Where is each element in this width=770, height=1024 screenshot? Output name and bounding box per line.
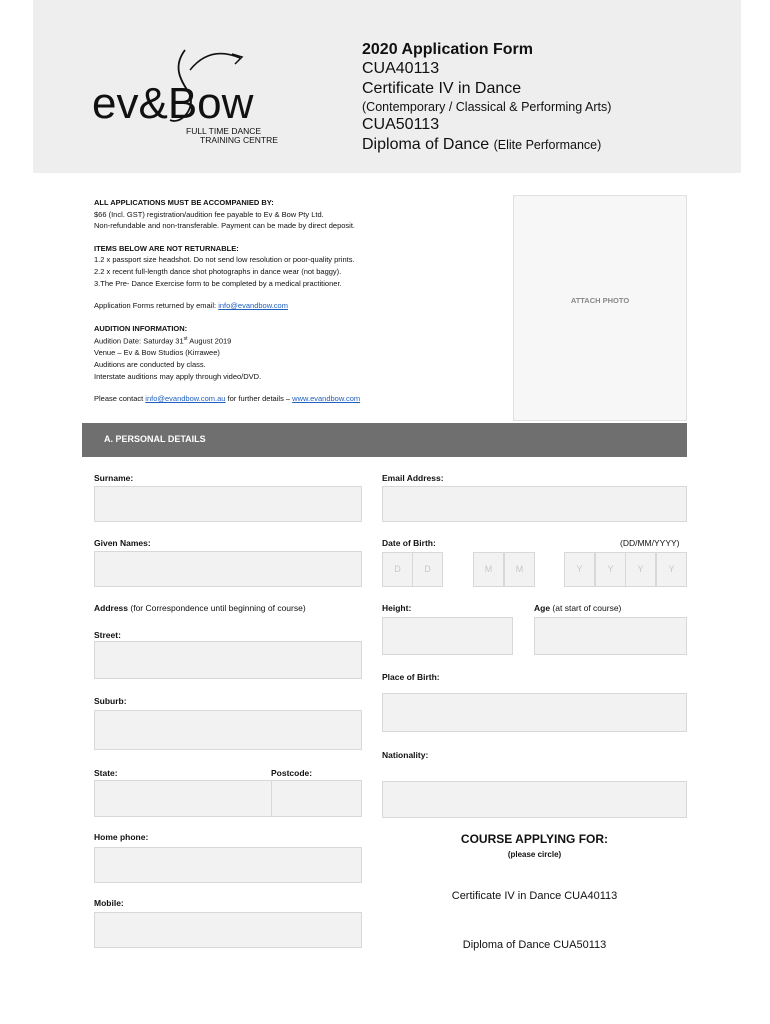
course-name-2 — [362, 135, 611, 155]
surname-field[interactable] — [94, 486, 362, 522]
evandbow-logo — [90, 40, 295, 145]
course-name-1: Certificate IV in Dance — [362, 80, 522, 97]
title-block — [362, 40, 611, 155]
age-label: Age (at start of course) — [534, 603, 622, 613]
course-option-diploma[interactable]: Diploma of Dance CUA50113 — [462, 939, 607, 951]
state-field[interactable] — [94, 780, 281, 817]
state-label: State: — [94, 768, 118, 778]
info-class: Auditions are conducted by class. — [94, 360, 206, 370]
course-name-2-sub: (Elite Performance) — [493, 138, 602, 152]
street-label: Street: — [94, 630, 121, 640]
info-audition-date: Audition Date: Saturday 31st August 2019 — [94, 336, 232, 346]
info-refund-line: Non-refundable and non-transferable. Payment can be made by direct deposit. — [94, 221, 355, 231]
info-email-line: Application Forms returned by email: info@evandbow.com — [94, 301, 288, 311]
mobile-field[interactable] — [94, 912, 362, 948]
course-code-1: CUA40113 — [362, 60, 440, 77]
info-fee-line: $66 (Incl. GST) registration/audition fee payable to Ev & Bow Pty Ltd. — [94, 209, 324, 219]
course-name-1-sub: (Contemporary / Classical & Performing Arts) — [362, 100, 612, 114]
course-applying-heading: COURSE APPLYING FOR: — [460, 832, 609, 846]
course-applying-sub: (please circle) — [507, 850, 562, 859]
website-link[interactable]: www.evandbow.com — [292, 394, 361, 404]
street-field[interactable] — [94, 641, 362, 679]
email-link[interactable]: info@evandbow.com — [218, 301, 288, 311]
info-item-2: 2.2 x recent full-length dance shot photographs in dance wear (not baggy). — [94, 266, 342, 276]
course-name-2-main: Diploma of Dance — [362, 136, 490, 153]
dob-year-3[interactable]: Y — [625, 552, 656, 587]
given-names-field[interactable] — [94, 551, 362, 587]
given-names-label: Given Names: — [94, 538, 151, 548]
form-title: 2020 Application Form — [362, 41, 533, 58]
logo-tagline-1: FULL TIME DANCE — [186, 126, 262, 136]
dob-year-1[interactable]: Y — [564, 552, 595, 587]
attach-photo-box[interactable] — [513, 195, 687, 421]
suburb-label: Suburb: — [94, 696, 127, 706]
section-title: A. PERSONAL DETAILS — [104, 434, 206, 444]
contact-email-link[interactable]: info@evandbow.com.au — [145, 394, 226, 404]
dob-month-2[interactable]: M — [504, 552, 535, 587]
dob-day-1[interactable]: D — [382, 552, 413, 587]
course-code-2: CUA50113 — [362, 116, 440, 133]
surname-label: Surname: — [94, 473, 134, 483]
info-venue: Venue – Ev & Bow Studios (Kirrawee) — [94, 348, 220, 358]
dob-label: Date of Birth: — [382, 538, 436, 548]
home-phone-field[interactable] — [94, 847, 362, 883]
height-label: Height: — [382, 603, 412, 613]
section-personal-details — [82, 423, 687, 457]
logo-wordmark: ev&Bow — [92, 79, 254, 128]
dob-year-2[interactable]: Y — [595, 552, 626, 587]
home-phone-label: Home phone: — [94, 832, 149, 842]
postcode-label: Postcode: — [271, 768, 313, 778]
age-field[interactable] — [534, 617, 687, 655]
course-option-certificate[interactable]: Certificate IV in Dance CUA40113 — [451, 890, 618, 902]
info-heading-audition: AUDITION INFORMATION: — [94, 323, 188, 333]
info-interstate: Interstate auditions may apply through video/DVD. — [94, 371, 262, 381]
info-contact-line: Please contact info@evandbow.com.au for further details – www.evandbow.com — [94, 394, 361, 404]
nationality-label: Nationality: — [382, 750, 429, 760]
address-label: Address (for Correspondence until beginning of course) — [94, 603, 306, 613]
application-info — [94, 197, 509, 405]
dob-year-4[interactable]: Y — [656, 552, 687, 587]
email-label: Email Address: — [382, 473, 444, 483]
suburb-field[interactable] — [94, 710, 362, 750]
height-field[interactable] — [382, 617, 513, 655]
logo-arrow-icon — [190, 54, 240, 70]
postcode-field[interactable] — [271, 780, 362, 817]
info-item-3: 3.The Pre- Dance Exercise form to be completed by a medical practitioner. — [94, 278, 342, 288]
dob-format-label: (DD/MM/YYYY) — [620, 538, 680, 548]
logo-tagline-2: TRAINING CENTRE — [200, 135, 278, 145]
mobile-label: Mobile: — [94, 898, 124, 908]
info-heading-returnable: ITEMS BELOW ARE NOT RETURNABLE: — [94, 243, 239, 253]
place-of-birth-field[interactable] — [382, 693, 687, 732]
info-item-1: 1.2 x passport size headshot. Do not send low resolution or poor-quality prints. — [94, 255, 355, 265]
attach-photo-label: ATTACH PHOTO — [570, 296, 630, 305]
info-heading-accompanied: ALL APPLICATIONS MUST BE ACCOMPANIED BY: — [94, 198, 274, 207]
place-of-birth-label: Place of Birth: — [382, 672, 440, 682]
dob-month-1[interactable]: M — [473, 552, 504, 587]
nationality-field[interactable] — [382, 781, 687, 818]
email-field[interactable] — [382, 486, 687, 522]
dob-day-2[interactable]: D — [412, 552, 443, 587]
